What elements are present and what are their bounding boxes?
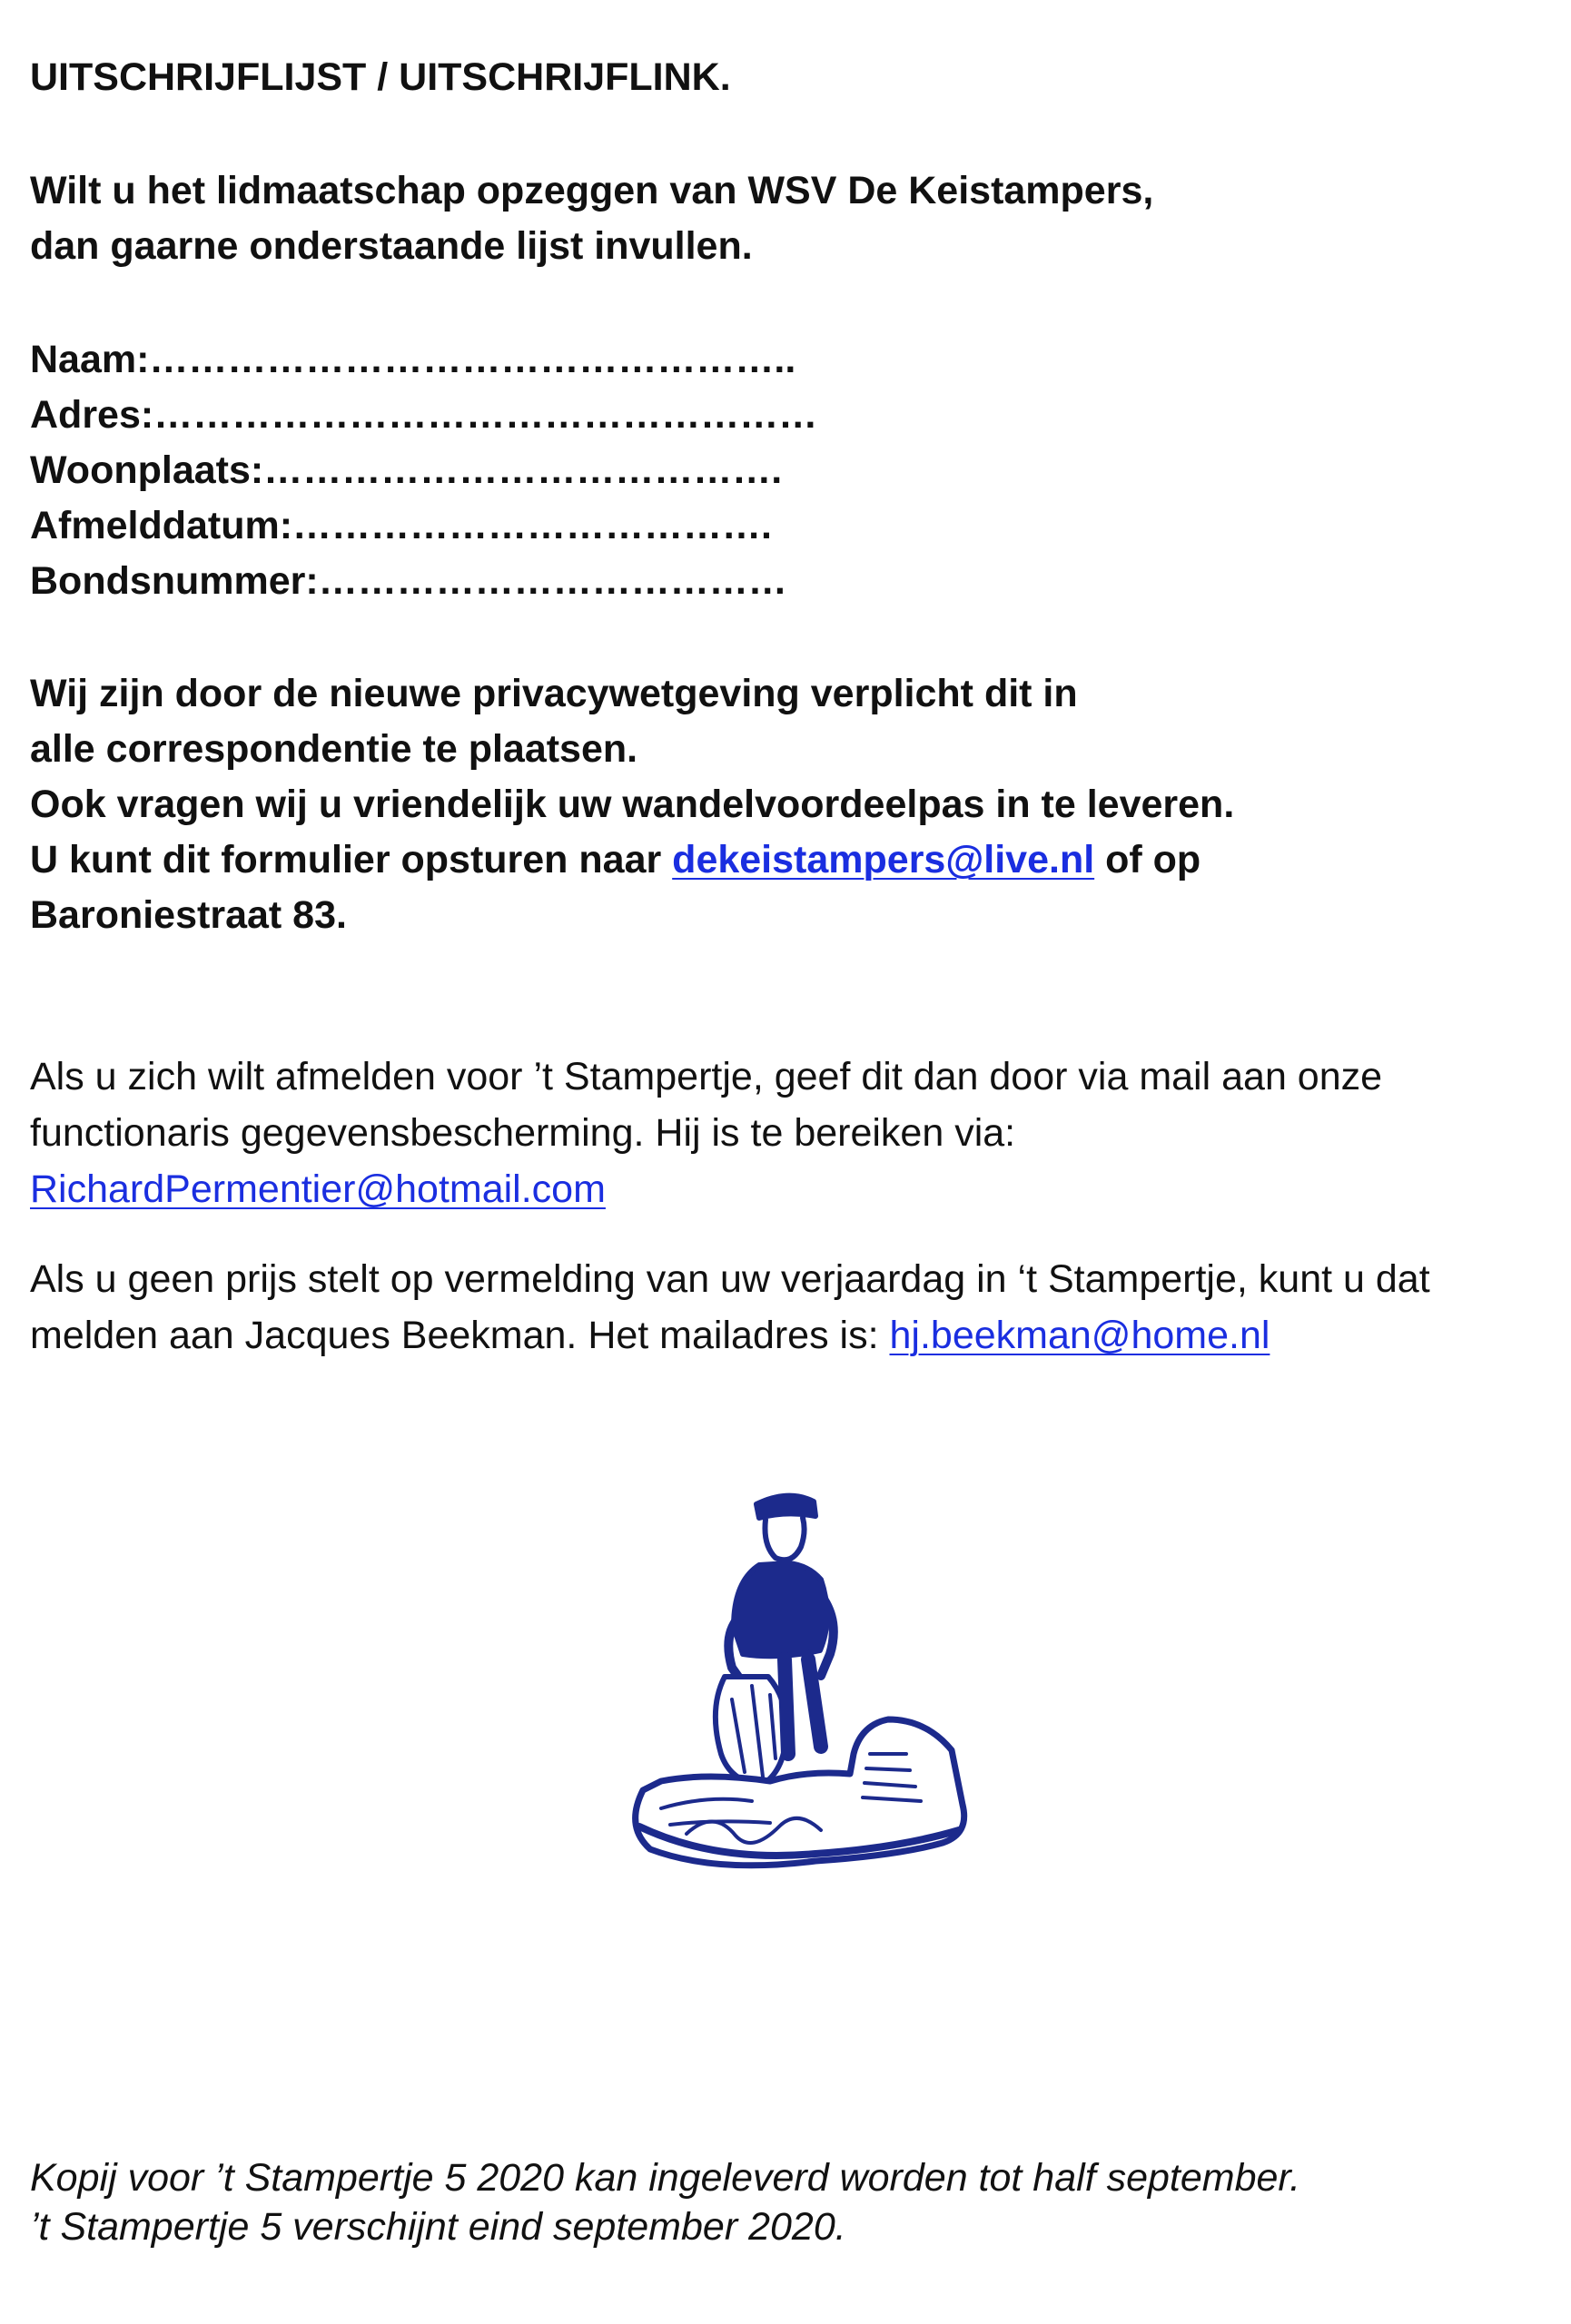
email-link-richard[interactable]: RichardPermentier@hotmail.com	[30, 1167, 606, 1211]
email-link-dekeistampers[interactable]: dekeistampers@live.nl	[672, 838, 1095, 881]
unsubscribe-line-1: Als u zich wilt afmelden voor ’t Stampertje, geef dit dan door via mail aan onze	[30, 1055, 1383, 1098]
field-adres: Adres:……………………………………………	[30, 393, 818, 437]
field-afmelddatum: Afmelddatum:……………………………….	[30, 504, 772, 547]
privacy-line-5: Baroniestraat 83.	[30, 893, 347, 937]
birthday-line-1: Als u geen prijs stelt op vermelding van uw verjaardag in ‘t Stampertje, kunt u dat	[30, 1257, 1430, 1301]
privacy-line-2: alle correspondentie te plaatsen.	[30, 727, 638, 771]
footer-line-1: Kopij voor ’t Stampertje 5 2020 kan ingeleverd worden tot half september.	[30, 2156, 1301, 2200]
email-link-beekman[interactable]: hj.beekman@home.nl	[889, 1314, 1270, 1357]
privacy-line-1: Wij zijn door de nieuwe privacywetgeving verplicht dit in	[30, 672, 1078, 715]
walker-with-boot-logo-icon	[607, 1482, 979, 1886]
privacy-line-4-prefix: U kunt dit formulier opsturen naar	[30, 838, 673, 881]
birthday-line-2-prefix: melden aan Jacques Beekman. Het mailadres is:	[30, 1314, 890, 1357]
privacy-line-3: Ook vragen wij u vriendelijk uw wandelvoordeelpas in te leveren.	[30, 783, 1235, 826]
privacy-line-4-suffix: of op	[1094, 838, 1201, 881]
page-title: UITSCHRIJFLIJST / UITSCHRIJFLINK.	[30, 55, 731, 99]
field-bondsnummer: Bondsnummer:………………………………	[30, 559, 787, 603]
intro-line-2: dan gaarne onderstaande lijst invullen.	[30, 224, 753, 268]
intro-line-1: Wilt u het lidmaatschap opzeggen van WSV De Keistampers,	[30, 169, 1154, 212]
field-woonplaats: Woonplaats:………………………………….	[30, 448, 783, 492]
privacy-line-4	[30, 832, 1200, 888]
birthday-line-2	[30, 1307, 1270, 1364]
unsubscribe-email-line	[30, 1161, 606, 1217]
unsubscribe-line-2: functionaris gegevensbescherming. Hij is te bereiken via:	[30, 1111, 1016, 1155]
footer-line-2: ’t Stampertje 5 verschijnt eind september 2020.	[30, 2205, 846, 2249]
field-naam: Naam:…………………………………………..	[30, 338, 796, 381]
